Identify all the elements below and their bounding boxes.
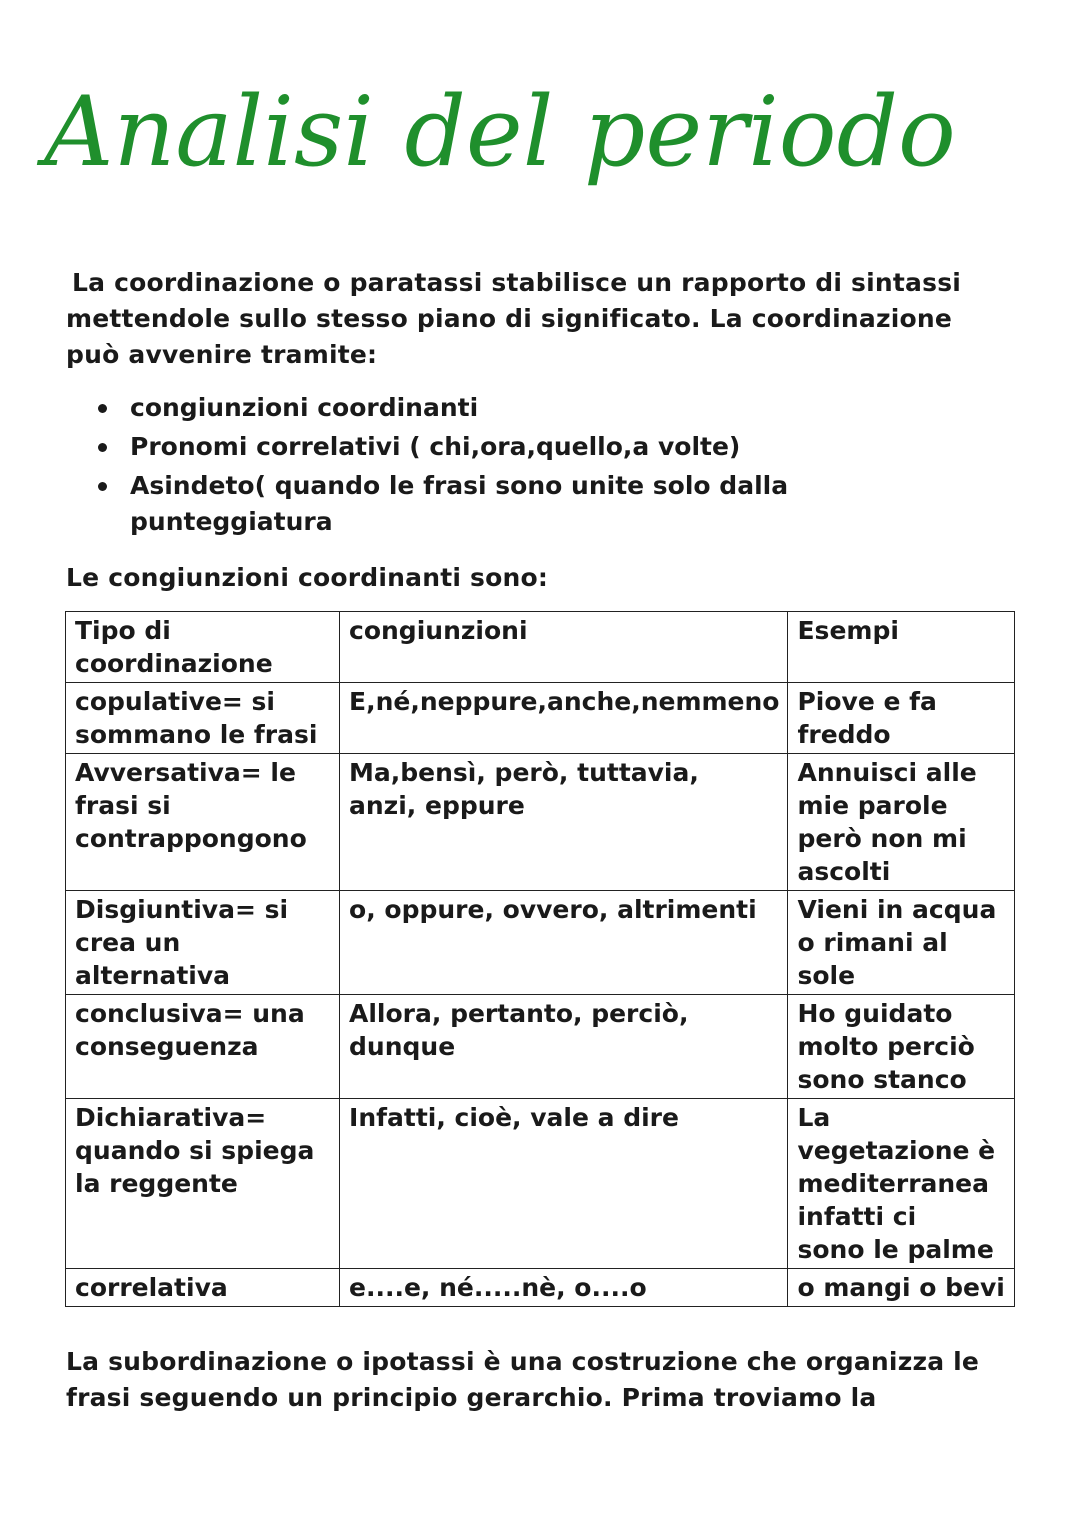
cell-tipo <box>66 1269 340 1307</box>
cell-line: o mangi o bevi <box>797 1273 1005 1302</box>
table-intro: Le congiunzioni coordinanti sono: <box>66 563 549 592</box>
cell-line: Vieni in acqua <box>797 895 997 924</box>
cell-line: Ma,bensì, però, tuttavia, <box>349 758 699 787</box>
cell-congiunzioni <box>340 891 788 995</box>
list-item <box>130 390 950 426</box>
cell-esempi <box>788 891 1015 995</box>
list-item-line: Pronomi correlativi ( chi,ora,quello,a volte) <box>130 432 741 461</box>
cell-line: sono stanco <box>797 1065 967 1094</box>
cell-congiunzioni <box>340 1269 788 1307</box>
header-line: congiunzioni <box>349 616 528 645</box>
cell-line: Dichiarativa= <box>75 1103 267 1132</box>
header-line: Tipo di <box>75 616 171 645</box>
list-item-line: Asindeto( quando le frasi sono unite solo dalla <box>130 471 789 500</box>
cell-line: anzi, eppure <box>349 791 525 820</box>
cell-line: Disgiuntiva= si <box>75 895 289 924</box>
list-item-line: congiunzioni coordinanti <box>130 393 479 422</box>
cell-line: Allora, pertanto, perciò, <box>349 999 689 1028</box>
cell-line: sommano le frasi <box>75 720 318 749</box>
bullet-icon <box>98 404 107 413</box>
bullet-icon <box>98 482 107 491</box>
cell-line: frasi si <box>75 791 171 820</box>
table-header-row <box>66 612 1015 683</box>
cell-esempi <box>788 995 1015 1099</box>
cell-esempi <box>788 754 1015 891</box>
coordination-table <box>65 611 1015 1307</box>
table-row <box>66 1269 1015 1307</box>
cell-line: copulative= si <box>75 687 275 716</box>
cell-esempi <box>788 683 1015 754</box>
cell-line: mie parole <box>797 791 948 820</box>
intro-line: mettendole sullo stesso piano di significato. La coordinazione <box>66 304 953 333</box>
list-item <box>130 429 950 465</box>
list-item-line: punteggiatura <box>130 507 333 536</box>
header-line: coordinazione <box>75 649 273 678</box>
cell-line: mediterranea <box>797 1169 990 1198</box>
cell-line: Ho guidato <box>797 999 953 1028</box>
cell-line: Annuisci alle <box>797 758 977 787</box>
outro-paragraph <box>66 1344 1026 1416</box>
table-row <box>66 891 1015 995</box>
cell-tipo <box>66 891 340 995</box>
cell-congiunzioni <box>340 1099 788 1269</box>
cell-esempi <box>788 1099 1015 1269</box>
cell-line: ascolti <box>797 857 891 886</box>
table-row <box>66 995 1015 1099</box>
cell-esempi <box>788 1269 1015 1307</box>
cell-line: la reggente <box>75 1169 238 1198</box>
outro-line: La subordinazione o ipotassi è una costruzione che organizza le <box>66 1347 980 1376</box>
header-esempi <box>788 612 1015 683</box>
cell-line: freddo <box>797 720 891 749</box>
bullet-icon <box>98 443 107 452</box>
cell-line: conseguenza <box>75 1032 259 1061</box>
intro-line: può avvenire tramite: <box>66 340 378 369</box>
cell-tipo <box>66 683 340 754</box>
cell-line: molto perciò <box>797 1032 975 1061</box>
cell-congiunzioni <box>340 995 788 1099</box>
cell-line: o rimani al <box>797 928 948 957</box>
bullet-list <box>130 390 950 543</box>
header-tipo <box>66 612 340 683</box>
cell-line: alternativa <box>75 961 231 990</box>
cell-line: sole <box>797 961 856 990</box>
table-row <box>66 1099 1015 1269</box>
cell-line: e....e, né.....nè, o....o <box>349 1273 647 1302</box>
cell-line: dunque <box>349 1032 456 1061</box>
cell-line: conclusiva= una <box>75 999 305 1028</box>
title-svg <box>0 70 1080 230</box>
table-row <box>66 683 1015 754</box>
cell-line: infatti ci <box>797 1202 917 1231</box>
cell-congiunzioni <box>340 683 788 754</box>
cell-line: quando si spiega <box>75 1136 315 1165</box>
list-item <box>130 468 950 540</box>
cell-congiunzioni <box>340 754 788 891</box>
cell-tipo <box>66 754 340 891</box>
title-area <box>0 70 1080 230</box>
outro-line: frasi seguendo un principio gerarchio. Prima troviamo la <box>66 1383 877 1412</box>
header-line: Esempi <box>797 616 899 645</box>
intro-paragraph <box>66 265 1026 373</box>
page-title: Analisi del periodo <box>44 76 956 188</box>
cell-line: contrappongono <box>75 824 307 853</box>
cell-line: vegetazione è <box>797 1136 996 1165</box>
header-congiunzioni <box>340 612 788 683</box>
cell-line: Piove e fa <box>797 687 937 716</box>
table-row <box>66 754 1015 891</box>
cell-line: correlativa <box>75 1273 228 1302</box>
cell-line: sono le palme <box>797 1235 994 1264</box>
cell-line: La <box>797 1103 831 1132</box>
cell-line: Infatti, cioè, vale a dire <box>349 1103 679 1132</box>
cell-line: crea un <box>75 928 181 957</box>
cell-tipo <box>66 1099 340 1269</box>
cell-line: o, oppure, ovvero, altrimenti <box>349 895 757 924</box>
cell-line: Avversativa= le <box>75 758 296 787</box>
intro-line: La coordinazione o paratassi stabilisce un rapporto di sintassi <box>72 268 962 297</box>
cell-line: però non mi <box>797 824 967 853</box>
cell-line: E,né,neppure,anche,nemmeno <box>349 687 780 716</box>
cell-tipo <box>66 995 340 1099</box>
